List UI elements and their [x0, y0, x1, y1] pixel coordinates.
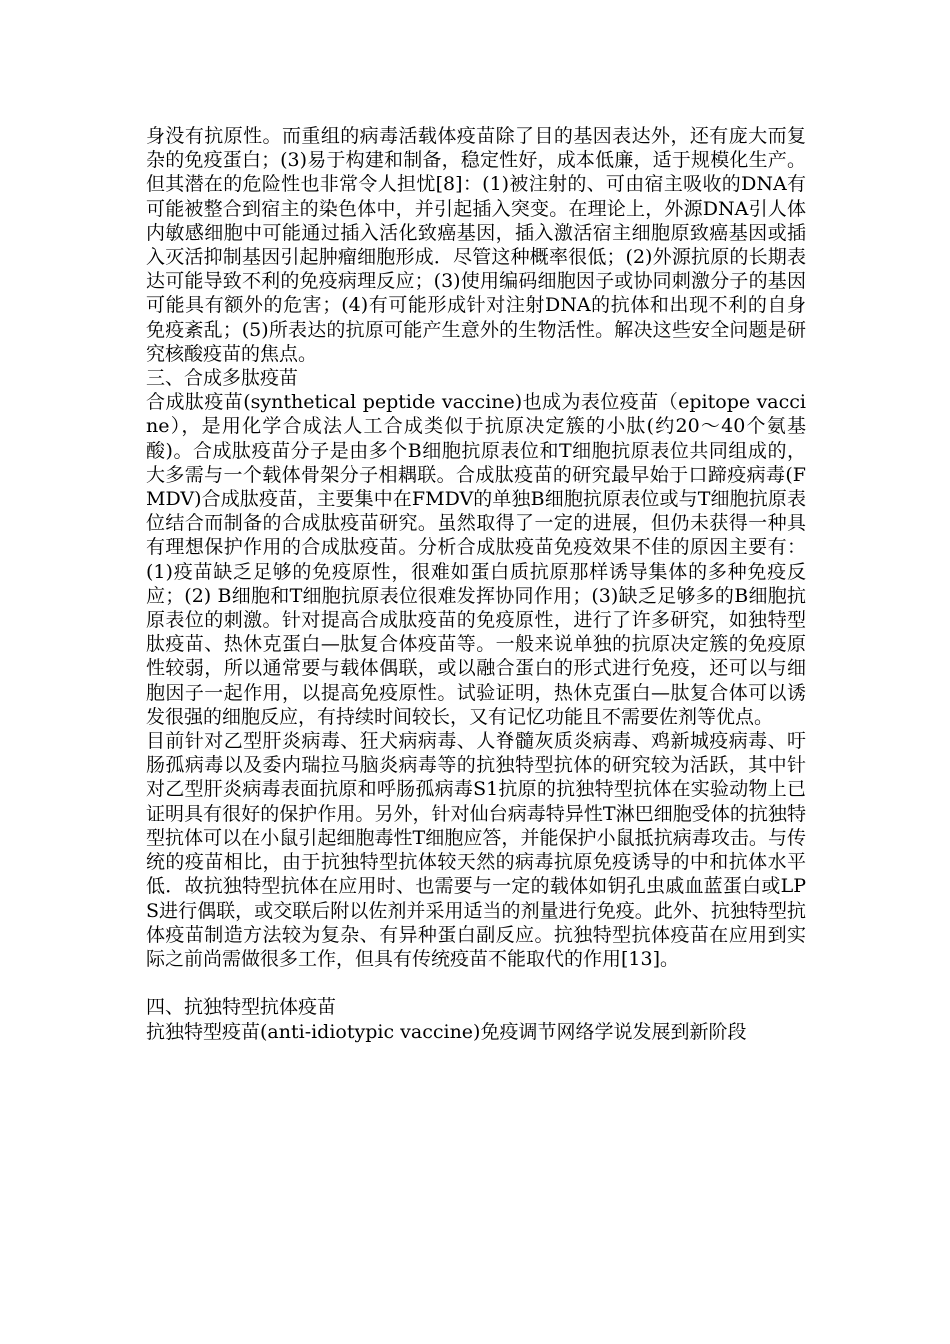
paragraph-anti-idiotypic-vaccine-intro: 抗独特型疫苗(anti-idiotypic vaccine)免疫调节网络学说发展到新阶段: [146, 1020, 747, 1043]
paragraph-anti-idiotype-antibody-research: 目前针对乙型肝炎病毒、狂犬病病毒、人脊髓灰质炎病毒、鸡新城疫病毒、吁肠孤病毒以及委内瑞拉马脑炎病毒等的抗独特型抗体的研究较为活跃，其中针对乙型肝炎病毒表面抗原和呼肠孤病毒S1抗原的抗独特型抗体在实验动物上已证明具有很好的保护作用。另外，针对仙台病毒特异性T淋巴细胞受体的抗独特型抗体可以在小鼠引起细胞毒性T细胞应答，并能保护小鼠抵抗病毒攻击。与传统的疫苗相比，由于抗独特型抗体较天然的病毒抗原免疫诱导的中和抗体水平低．故抗独特型抗体在应用时、也需要与一定的载体如钥孔虫戚血蓝蛋白或LPS进行偶联，或交联后附以佐剂并采用适当的剂量进行免疫。此外、抗独特型抗体疫苗制造方法较为复杂、有异种蛋白副反应。抗独特型抗体疫苗在应用到实际之前尚需做很多工作，但具有传统疫苗不能取代的作用[13]。: [146, 730, 806, 970]
blank-line: [146, 971, 806, 995]
section-heading-anti-idiotype-vaccine: 四、抗独特型抗体疫苗: [146, 996, 337, 1019]
paragraph-synthetic-peptide-vaccine: 合成肽疫苗(synthetical peptide vaccine)也成为表位疫苗（epitope vaccine），是用化学合成法人工合成类似于抗原决定簇的小肽(约20～40个氨基酸)。合成肽疫苗分子是由多个B细胞抗原表位和T细胞抗原表位共同组成的，大多需与一个载体骨架分子相耦联。合成肽疫苗的研究最早始于口蹄疫病毒(FMDV)合成肽疫苗，主要集中在FMDV的单独B细胞抗原表位或与T细胞抗原表位结合而制备的合成肽疫苗研究。虽然取得了一定的进展，但仍未获得一种具有理想保护作用的合成肽疫苗。分析合成肽疫苗免疫效果不佳的原因主要有：(1)疫苗缺乏足够的免疫原性，很难如蛋白质抗原那样诱导集体的多种免疫反应；(2) B细胞和T细胞抗原表位很难发挥协同作用；(3)缺乏足够多的B细胞抗原表位的刺激。针对提高合成肽疫苗的免疫原性，进行了许多研究，如独特型肽疫苗、热休克蛋白—肽复合体疫苗等。一般来说单独的抗原决定簇的免疫原性较弱，所以通常要与载体偶联，或以融合蛋白的形式进行免疫，还可以与细胞因子一起作用，以提高免疫原性。试验证明，热休克蛋白—肽复合体可以诱发很强的细胞反应，有持续时间较长，又有记忆功能且不需要佐剂等优点。: [146, 391, 806, 728]
section-heading-synthetic-peptide-vaccine: 三、合成多肽疫苗: [146, 367, 299, 390]
document-body: [146, 124, 806, 1044]
paragraph-nucleic-acid-vaccine-risks: 身没有抗原性。而重组的病毒活载体疫苗除了目的基因表达外，还有庞大而复杂的免疫蛋白；(3)易于构建和制备，稳定性好，成本低廉，适于规模化生产。但其潜在的危险性也非常令人担忧[8]：(1)被注射的、可由宿主吸收的DNA有可能被整合到宿主的染色体中，并引起插入突变。在理论上，外源DNA引人体内敏感细胞中可能通过插入活化致癌基因，插入激活宿主细胞原致癌基因或插入灭活抑制基因引起肿瘤细胞形成．尽管这种概率很低；(2)外源抗原的长期表达可能导致不利的免疫病理反应；(3)使用编码细胞因子或协同刺激分子的基因可能具有额外的危害；(4)有可能形成针对注射DNA的抗体和出现不利的自身免疫紊乱；(5)所表达的抗原可能产生意外的生物活性。解决这些安全问题是研究核酸疫苗的焦点。: [146, 125, 806, 365]
